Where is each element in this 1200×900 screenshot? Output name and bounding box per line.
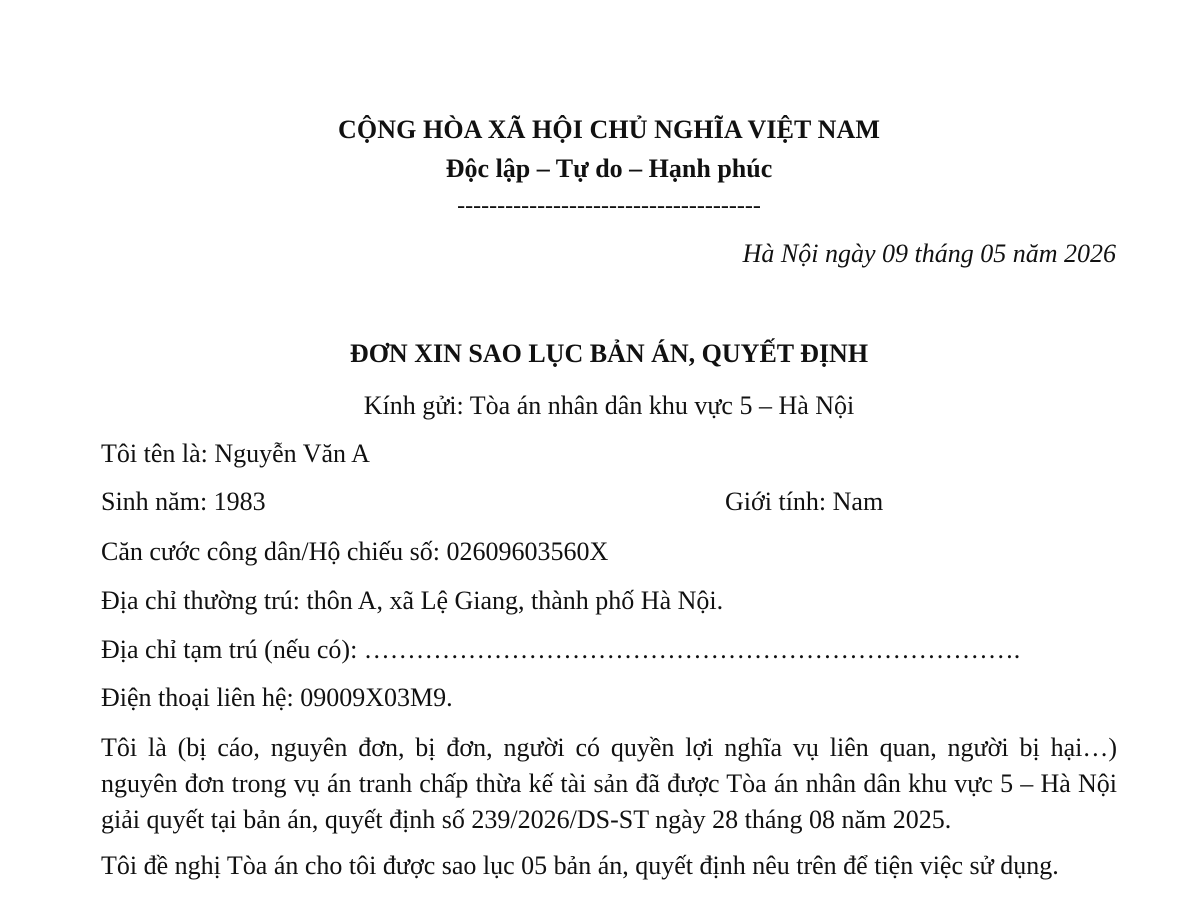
temporary-address-field: Địa chỉ tạm trú (nếu có): …………………………………………………………………. (101, 635, 1021, 664)
document-title: ĐƠN XIN SAO LỤC BẢN ÁN, QUYẾT ĐỊNH (349, 339, 869, 368)
national-name-heading: CỘNG HÒA XÃ HỘI CHỦ NGHĨA VIỆT NAM (338, 115, 880, 144)
role-paragraph: Tôi là (bị cáo, nguyên đơn, bị đơn, người có quyền lợi nghĩa vụ liên quan, người bị hại…) nguyên đơn trong vụ án tranh chấp thừa kế tài sản đã được Tòa án nhân dân khu vực 5 – Hà Nội giải quyết tại bản án, quyết định số 239/2026/DS-ST ngày 28 tháng 08 năm 2025. (101, 733, 1117, 834)
phone-field: Điện thoại liên hệ: 09009X03M9. (101, 683, 453, 712)
recipient-line: Kính gửi: Tòa án nhân dân khu vực 5 – Hà Nội (363, 391, 855, 420)
name-field: Tôi tên là: Nguyễn Văn A (101, 439, 370, 468)
gender-field: Giới tính: Nam (725, 487, 884, 516)
request-paragraph: Tôi đề nghị Tòa án cho tôi được sao lục 05 bản án, quyết định nêu trên để tiện việc sử dụng. (101, 851, 1059, 880)
national-motto: Độc lập – Tự do – Hạnh phúc (445, 154, 773, 183)
date-line: Hà Nội ngày 09 tháng 05 năm 2026 (742, 239, 1116, 268)
birth-year-field: Sinh năm: 1983 (101, 487, 266, 516)
header-separator: -------------------------------------- (457, 193, 761, 219)
permanent-address-field: Địa chỉ thường trú: thôn A, xã Lệ Giang, thành phố Hà Nội. (101, 586, 724, 615)
id-number-field: Căn cước công dân/Hộ chiếu số: 02609603560X (101, 537, 609, 566)
